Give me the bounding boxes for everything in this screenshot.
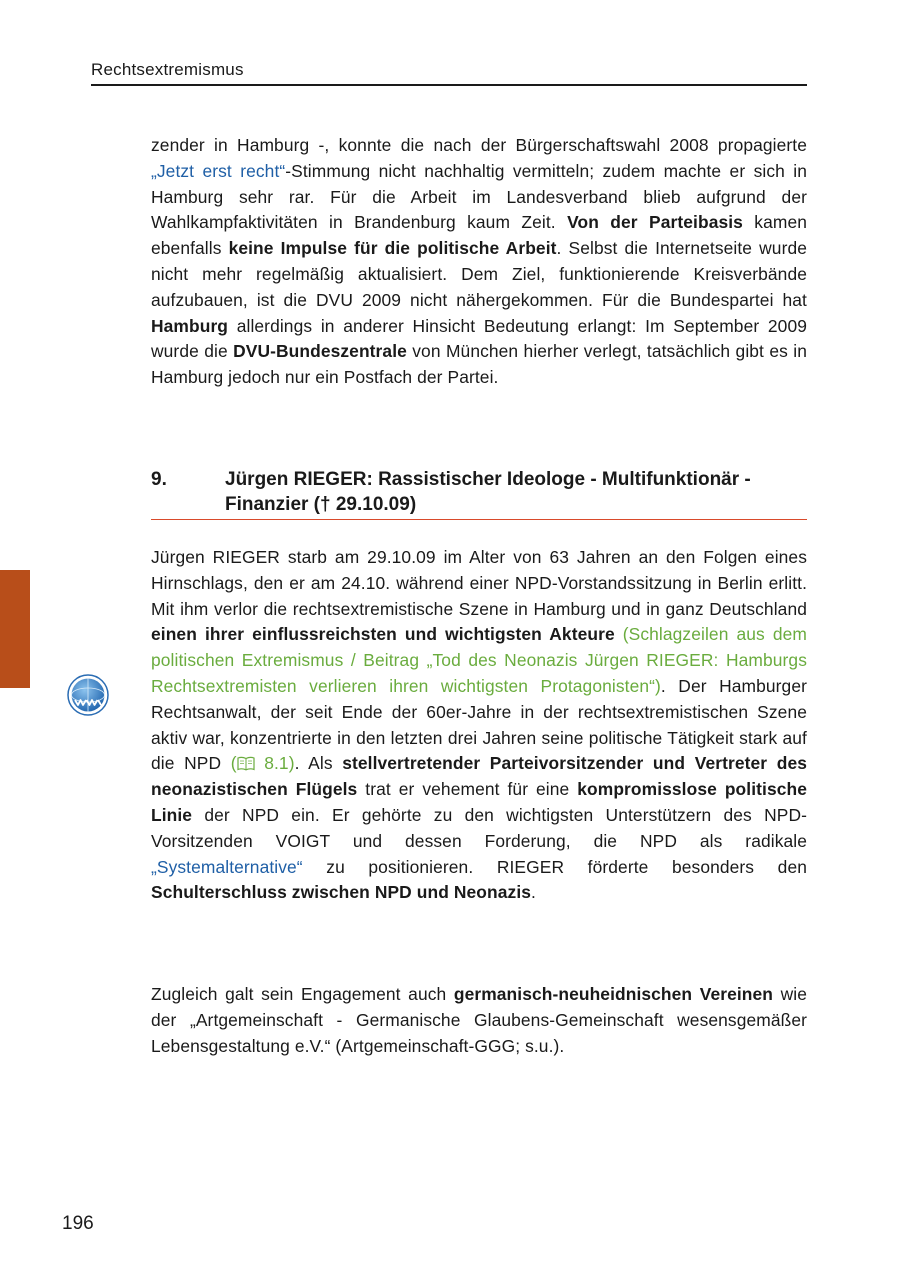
book-icon <box>237 756 255 771</box>
paragraph-artgemeinschaft: Zugleich galt sein Engagement auch germanisch-neuheidnischen Vereinen wie der „Artgemeinschaft - Germanische Glaubens-Gemeinschaft wesensgemäßer Lebensgestaltung e.V.“ (Artgemeinschaft-GGG; s.u.). <box>151 984 807 1056</box>
link-jetzt-erst-recht[interactable]: „Jetzt erst recht“ <box>151 160 286 181</box>
link-schlagzeilen[interactable]: (Schlagzeilen aus dem politischen Extremismus / Beitrag „Tod des Neonazis Jürgen RIEGER: Hamburgs Rechtsextremisten verlieren ihren wichtigsten Protagonisten“) <box>151 624 808 696</box>
paragraph-rieger: Jürgen RIEGER starb am 29.10.09 im Alter von 63 Jahren an den Folgen eines Hirnschlags, den er am 24.10. während einer NPD-Vorstandssitzung in Berlin erlitt. Mit ihm verlor die rechtsextremistische Szene in Hamburg und in ganz Deutschland einen ihrer einflussreichsten und wichtigsten Akteure (Schlagzeilen aus dem politischen Extremismus / Beitrag „Tod des Neonazis Jürgen RIEGER: Hamburgs Rechtsextremisten verlieren ihren wichtigsten Protagonisten“). Der Hamburger Rechtsanwalt, der seit Ende der 60er-Jahre in der rechtsextremistischen Szene aktiv war, konzentrierte in den letzten drei Jahren seine politische Tätigkeit stark auf die NPD ( 8.1). Als stellvertretender Parteivorsitzender und Vertreter des neonazistischen Flügels trat er vehement für eine kompromisslose politische Linie der NPD ein. Er gehörte zu den wichtigsten Unterstützern des NPD-Vorsitzenden VOIGT und dessen Forderung, die NPD als radikale „Systemalternative“ zu positionieren. RIEGER förderte besonders den Schulterschluss zwischen NPD und Neonazis. <box>151 547 808 903</box>
page-number: 196 <box>62 1213 94 1234</box>
section-title: Jürgen RIEGER: Rassistischer Ideologe - Multifunktionär - Finanzier († 29.10.09) <box>225 469 751 515</box>
running-header: Rechtsextremismus <box>91 60 244 79</box>
chapter-tab-marker <box>0 570 30 688</box>
link-systemalternative[interactable]: „Systemalternative“ <box>151 856 303 877</box>
heading-rule <box>151 519 807 520</box>
www-globe-icon[interactable] <box>67 674 109 716</box>
header-rule <box>91 84 807 86</box>
paragraph-dvu-hamburg: zender in Hamburg -, konnte die nach der Bürgerschaftswahl 2008 propagierte „Jetzt erst recht“-Stimmung nicht nachhaltig vermitteln; zudem machte er sich in Hamburg sehr rar. Für die Arbeit im Landesverband blieb aufgrund der Wahlkampfaktivitäten in Brandenburg kaum Zeit. Von der Parteibasis kamen ebenfalls keine Impulse für die politische Arbeit. Selbst die Internetseite wurde nicht mehr regelmäßig aktualisiert. Dem Ziel, funktionierende Kreisverbände aufzubauen, ist die DVU 2009 nicht nähergekommen. Für die Bundespartei hat Hamburg allerdings in anderer Hinsicht Bedeutung erlangt: Im September 2009 wurde die DVU-Bundeszentrale von München hierher verlegt, tatsächlich gibt es in Hamburg jedoch nur ein Postfach der Partei. <box>151 135 807 388</box>
cross-reference-link[interactable]: ( 8.1) <box>230 753 295 774</box>
section-number: 9. <box>151 469 167 490</box>
